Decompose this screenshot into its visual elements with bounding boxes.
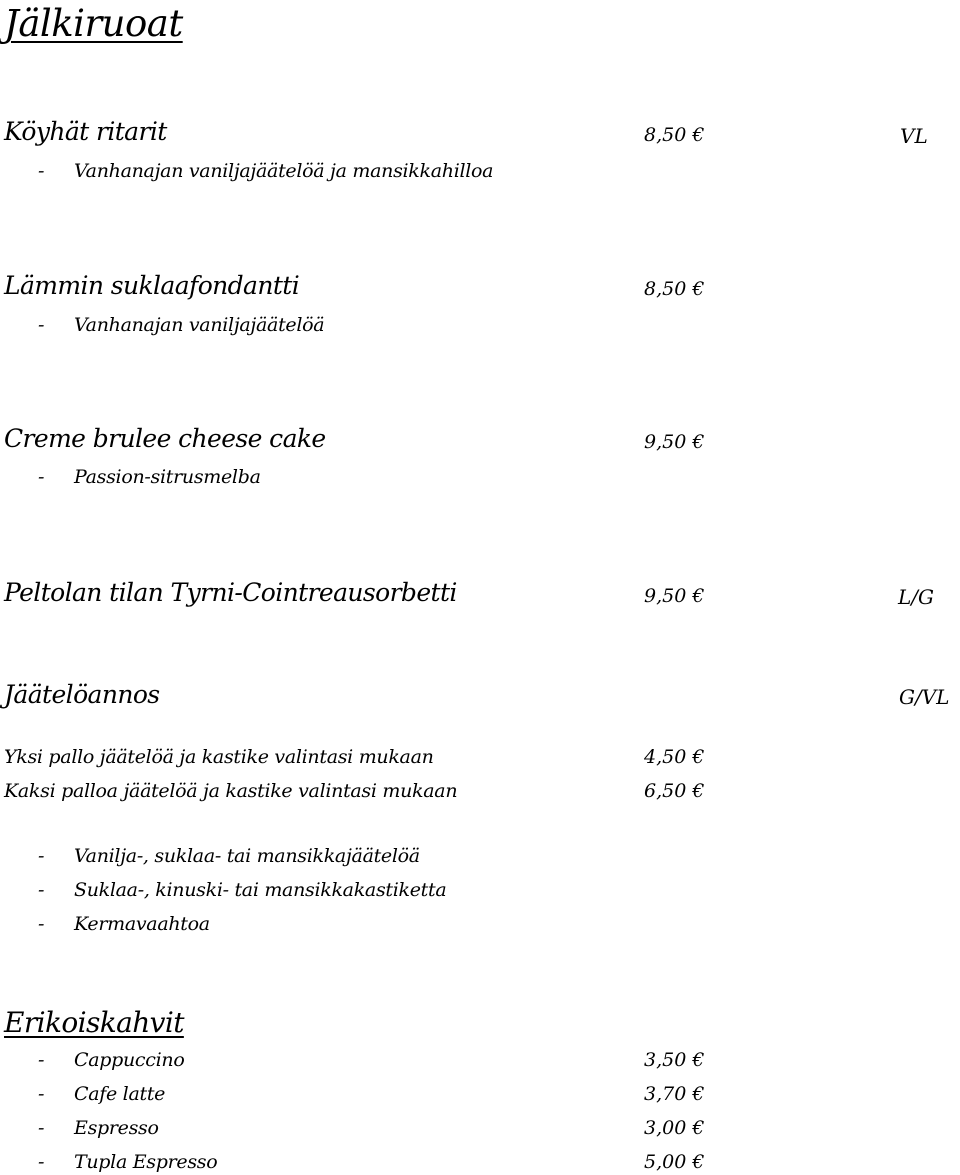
dash-bullet: - [38,1049,45,1071]
option-price: 4,50 € [644,746,705,768]
section-title: Erikoiskahvit [4,1006,184,1039]
dish-name: Creme brulee cheese cake [4,424,326,453]
dash-bullet: - [38,1083,45,1105]
dish-description: Vanhanajan vaniljajäätelöä [74,314,325,336]
dash-bullet: - [38,314,45,336]
dash-bullet: - [38,913,45,935]
option-label: Yksi pallo jäätelöä ja kastike valintasi mukaan [4,746,434,768]
dish-name: Lämmin suklaafondantti [4,271,300,300]
dish-name: Jäätelöannos [4,680,160,709]
coffee-price: 5,00 € [644,1151,705,1173]
coffee-name: Cafe latte [74,1083,166,1105]
dish-price: 8,50 € [644,278,705,300]
choice-item: Suklaa-, kinuski- tai mansikkakastiketta [74,879,447,901]
diet-tag: G/VL [899,685,950,709]
dish-price: 9,50 € [644,585,705,607]
option-label: Kaksi palloa jäätelöä ja kastike valintasi mukaan [4,780,458,802]
dish-name: Peltolan tilan Tyrni-Cointreausorbetti [4,578,457,607]
diet-tag: VL [900,124,928,148]
dash-bullet: - [38,160,45,182]
option-price: 6,50 € [644,780,705,802]
choice-item: Vanilja-, suklaa- tai mansikkajäätelöä [74,845,420,867]
dish-description: Vanhanajan vaniljajäätelöä ja mansikkahilloa [74,160,494,182]
dish-description: Passion-sitrusmelba [74,466,261,488]
coffee-price: 3,50 € [644,1049,705,1071]
dash-bullet: - [38,879,45,901]
dish-name: Köyhät ritarit [4,117,167,146]
dish-price: 9,50 € [644,431,705,453]
dish-price: 8,50 € [644,124,705,146]
coffee-price: 3,70 € [644,1083,705,1105]
coffee-price: 3,00 € [644,1117,705,1139]
coffee-name: Cappuccino [74,1049,185,1071]
dash-bullet: - [38,845,45,867]
dash-bullet: - [38,1151,45,1173]
diet-tag: L/G [898,585,934,609]
dash-bullet: - [38,1117,45,1139]
coffee-name: Tupla Espresso [74,1151,218,1173]
page-title: Jälkiruoat [4,2,183,45]
choice-item: Kermavaahtoa [74,913,210,935]
dash-bullet: - [38,466,45,488]
coffee-name: Espresso [74,1117,159,1139]
